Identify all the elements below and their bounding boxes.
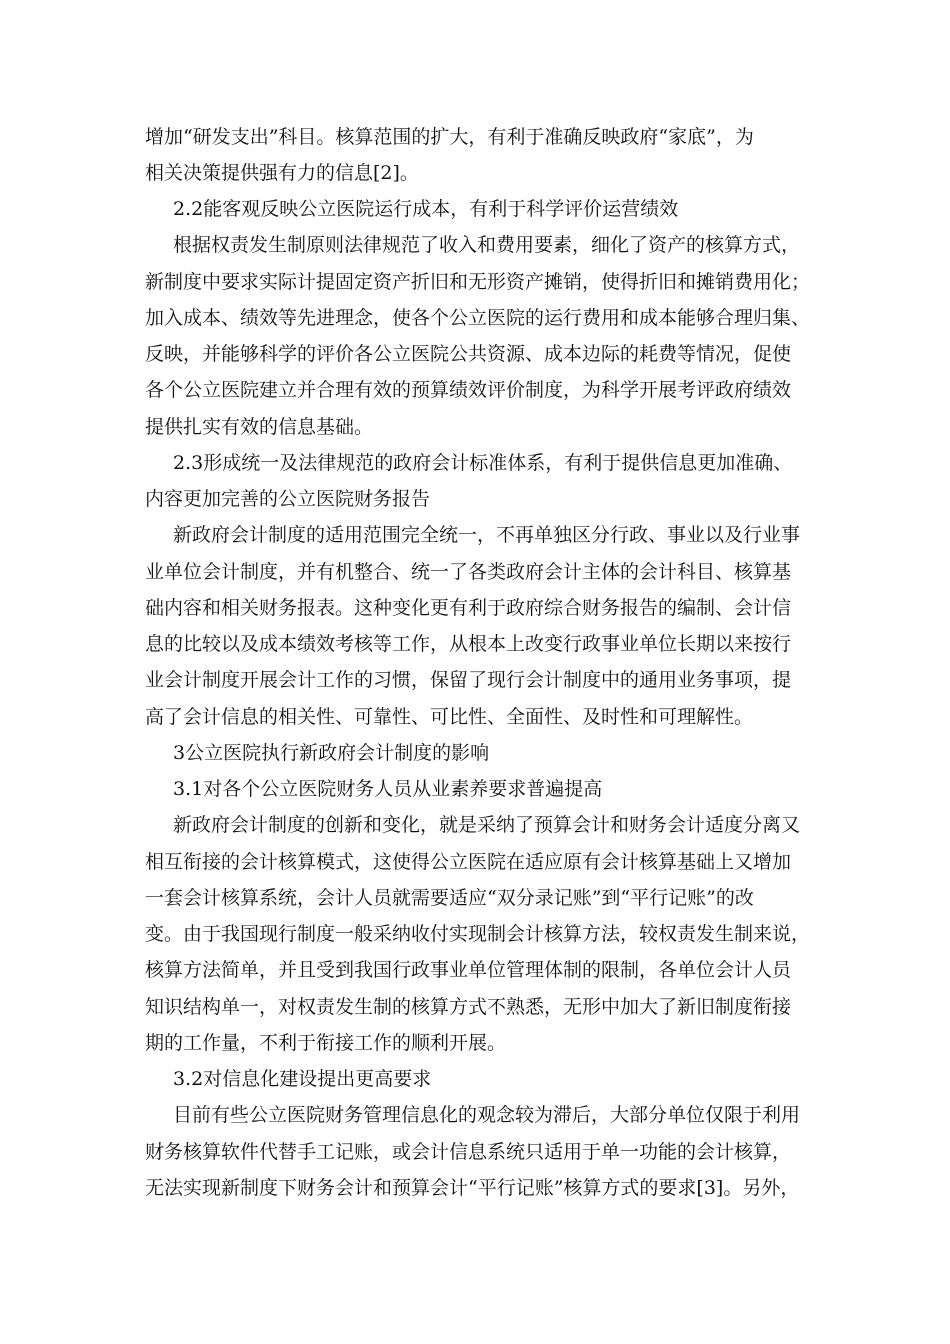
text-line: 相互衔接的会计核算模式，这使得公立医院在适应原有会计核算基础上又增加	[145, 851, 792, 873]
section-heading: 3.1对各个公立医院财务人员从业素养要求普遍提高	[173, 778, 603, 800]
text-line: 础内容和相关财务报表。这种变化更有利于政府综合财务报告的编制、会计信	[145, 597, 792, 619]
text-line: 相关决策提供强有力的信息[2]。	[145, 162, 419, 184]
text-line: 知识结构单一，对权责发生制的核算方式不熟悉，无形中加大了新旧制度衔接	[145, 996, 792, 1018]
text-line: 各个公立医院建立并合理有效的预算绩效评价制度，为科学开展考评政府绩效	[145, 379, 792, 401]
text-line: 息的比较以及成本绩效考核等工作，从根本上改变行政事业单位长期以来按行	[145, 633, 792, 655]
section-heading: 2.3形成统一及法律规范的政府会计标准体系，有利于提供信息更加准确、	[173, 452, 793, 474]
text-line: 提供扎实有效的信息基础。	[145, 416, 374, 438]
section-heading: 2.2能客观反映公立医院运行成本，有利于科学评价运营绩效	[173, 198, 679, 220]
text-line: 反映，并能够科学的评价各公立医院公共资源、成本边际的耗费等情况，促使	[145, 343, 792, 365]
text-line: 变。由于我国现行制度一般采纳收付实现制会计核算方法，较权责发生制来说，	[145, 923, 811, 945]
text-line: 业会计制度开展会计工作的习惯，保留了现行会计制度中的通用业务事项，提	[145, 669, 792, 691]
text-line: 一套会计核算系统，会计人员就需要适应“双分录记账”到“平行记账”的改	[145, 887, 754, 909]
text-line: 加入成本、绩效等先进理念，使各个公立医院的运行费用和成本能够合理归集、	[145, 307, 811, 329]
text-line: 新制度中要求实际计提固定资产折旧和无形资产摊销，使得折旧和摊销费用化；	[145, 271, 811, 293]
text-line: 增加“研发支出”科目。核算范围的扩大，有利于准确反映政府“家底”，为	[145, 126, 754, 148]
text-line: 根据权责发生制原则法律规范了收入和费用要素，细化了资产的核算方式，	[173, 234, 801, 256]
section-heading: 3.2对信息化建设提出更高要求	[173, 1068, 432, 1090]
text-line: 无法实现新制度下财务会计和预算会计“平行记账”核算方式的要求[3]。另外，	[145, 1177, 800, 1199]
text-line: 新政府会计制度的创新和变化，就是采纳了预算会计和财务会计适度分离又	[173, 814, 801, 836]
text-line: 核算方法简单，并且受到我国行政事业单位管理体制的限制，各单位会计人员	[145, 959, 792, 981]
section-heading: 内容更加完善的公立医院财务报告	[145, 488, 431, 510]
text-line: 目前有些公立医院财务管理信息化的观念较为滞后，大部分单位仅限于利用	[173, 1104, 801, 1126]
text-line: 高了会计信息的相关性、可靠性、可比性、全面性、及时性和可理解性。	[145, 706, 754, 728]
text-line: 财务核算软件代替手工记账，或会计信息系统只适用于单一功能的会计核算，	[145, 1141, 792, 1163]
text-line: 新政府会计制度的适用范围完全统一，不再单独区分行政、事业以及行业事	[173, 524, 801, 546]
section-heading: 3公立医院执行新政府会计制度的影响	[173, 742, 490, 764]
text-line: 期的工作量，不利于衔接工作的顺利开展。	[145, 1032, 507, 1054]
text-line: 业单位会计制度，并有机整合、统一了各类政府会计主体的会计科目、核算基	[145, 561, 792, 583]
